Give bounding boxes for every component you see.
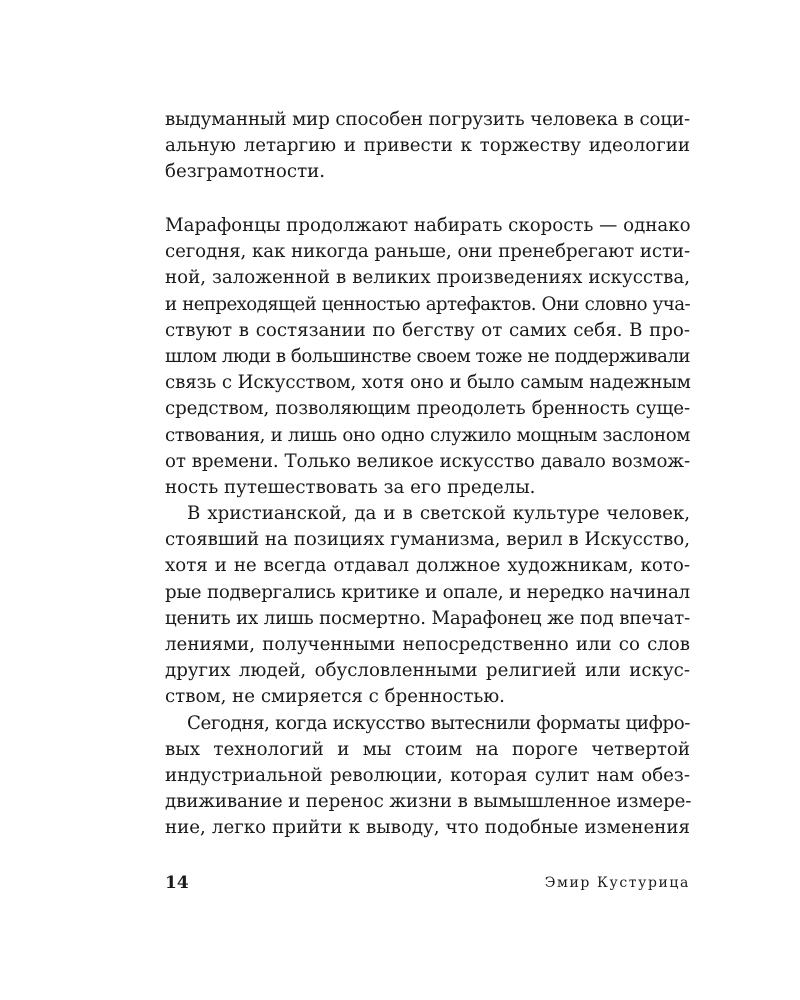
text-line: ством, не смиряется с бренностью. [165,686,505,708]
text-line: В христианской, да и в светской культуре человек, [187,503,690,525]
text-line: средством, позволяющим преодолеть бренность суще- [165,398,690,420]
text-line: шлом люди в большинстве своем тоже не поддерживали [165,345,690,367]
text-line: ние, легко прийти к выводу, что подобные изменения [165,817,690,839]
text-line: ствуют в состязании по бегству от самих себя. В про- [165,319,690,341]
text-line: ценить их лишь посмертно. Марафонец же под впечат- [165,607,690,629]
text-line: лениями, полученными непосредственно или со слов [165,634,690,655]
text-line: безграмотности. [165,161,326,183]
paragraph [165,107,690,186]
text-line: других людей, обусловленными религией или искус- [165,660,690,682]
text-line: от времени. Только великое искусство давало возмож- [165,450,690,472]
text-line: Сегодня, когда искусство вытеснили форматы цифро- [187,712,690,734]
text-line: вых технологий и мы стоим на пороге четвертой [165,738,690,760]
text-block-top [165,107,690,186]
paragraph [165,213,690,501]
paragraph [165,711,690,842]
text-line: индустриальной революции, которая сулит нам обез- [165,764,690,786]
text-line: выдуманный мир способен погрузить человека в соци- [165,109,691,130]
paragraph [165,501,690,711]
text-line: ствования, и лишь оно одно служило мощным заслоном [165,424,690,446]
text-line: ность путешествовать за его пределы. [165,476,536,498]
running-head-author: Эмир Кустурица [544,875,690,891]
text-block-main [165,213,690,842]
text-line: альную летаргию и привести к торжеству идеологии [165,135,690,157]
page-footer [165,873,690,897]
text-line: ной, заложенной в великих произведениях искусства, [165,267,690,289]
text-line: сегодня, как никогда раньше, они пренебрегают исти- [165,241,690,263]
text-line: рые подвергались критике и опале, и нередко начинал [165,581,690,603]
page-number: 14 [165,873,189,893]
text-line: хотя и не всегда отдавал должное художникам, кото- [165,555,690,577]
text-line: Марафонцы продолжают набирать скорость — однако [165,215,691,236]
text-line: связь с Искусством, хотя оно и было самым надежным [165,372,691,394]
text-line: и непреходящей ценностью артефактов. Они словно уча- [165,293,690,315]
text-line: движивание и перенос жизни в вымышленное измере- [165,791,692,813]
text-line: стоявший на позициях гуманизма, верил в Искусство, [165,529,690,551]
